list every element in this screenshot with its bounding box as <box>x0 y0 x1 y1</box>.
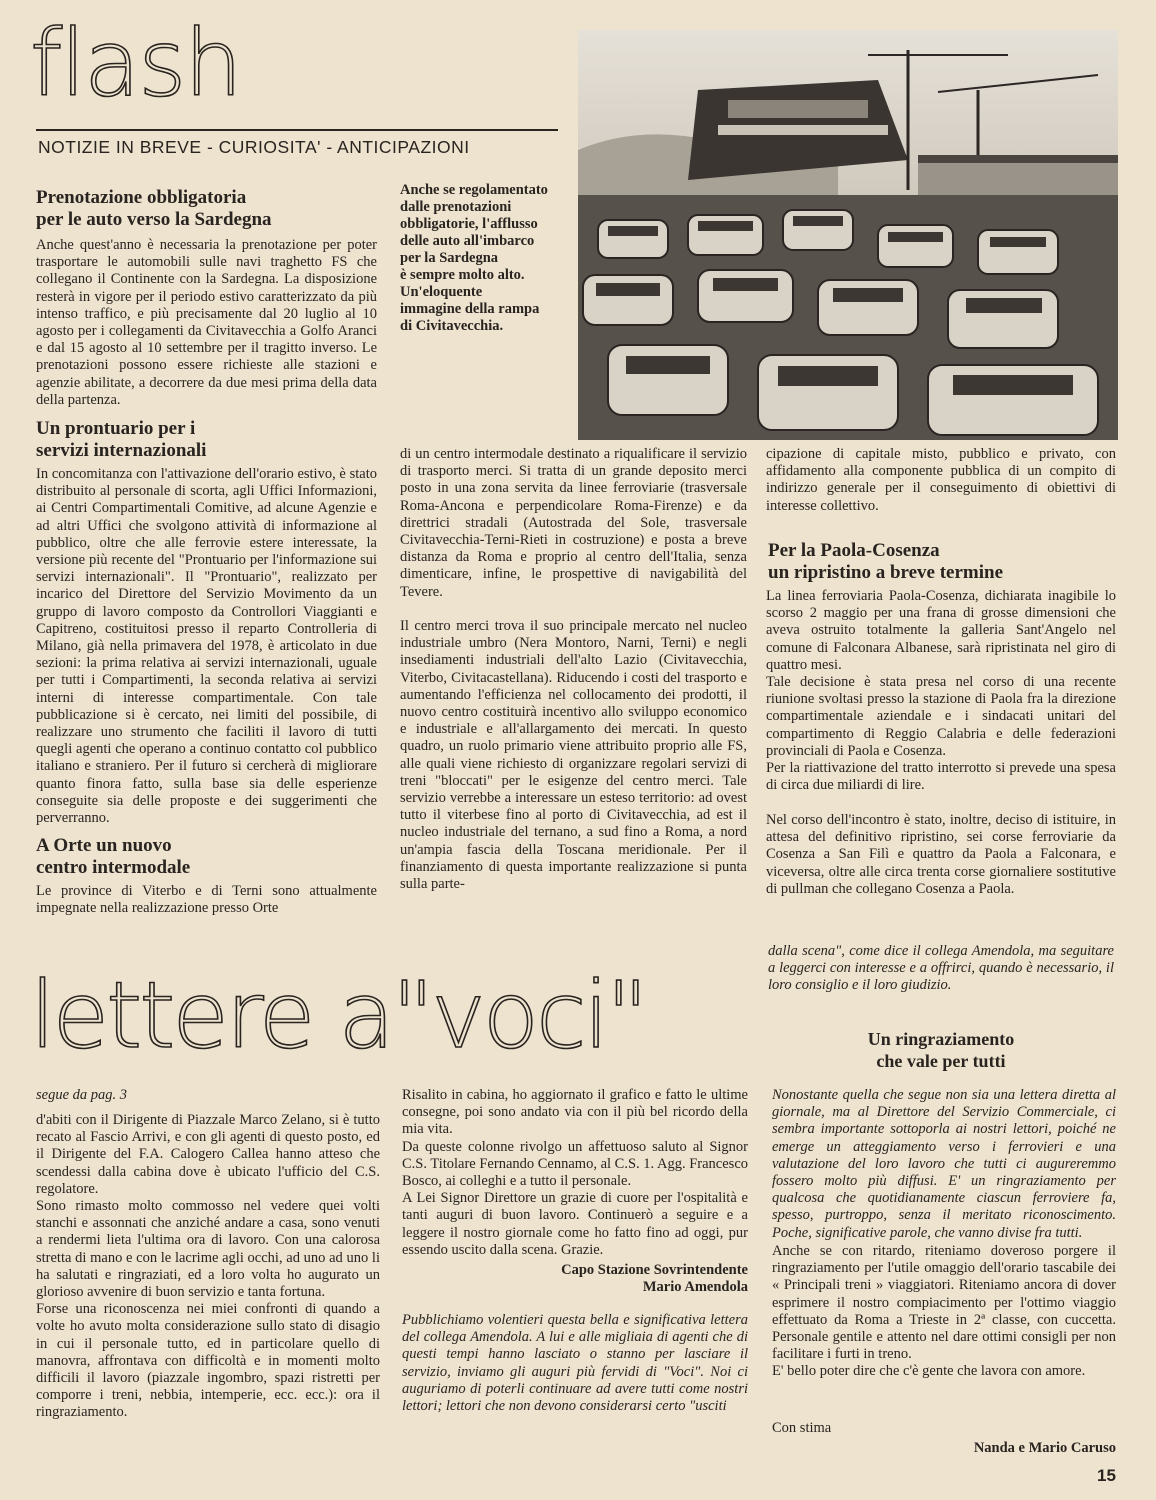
letter-body-col1: d'abiti con il Dirigente di Piazzale Marco Zelano, si è tutto recato al Fascio Arrivi, e con gli agenti di questo posto, ed il Dirigente del F.A. Calogero Callea hanno atteso che scendessi dalla cabina dove è ubicato l'ufficio del C.S. regolatore. Sono rimasto molto commosso nel vedere quei volti stanchi e assonnati che anziché andare a casa, sono venuti a rendermi lieta l'ultima ora di lavoro. Con una calorosa stretta di mano e con le lacrime agli occhi, ad uno ad uno li ha salutati e ringraziati, ed a loro volta ho augurato un glorioso avvenire di buon servizio e tanta fortuna. Forse una riconoscenza nei miei confronti di quando a volte ho avuto molta considerazione sullo stato di disagio in cui il personale tutto, ed in particolare quello di manovra, affrontava con difficoltà e in momenti molto difficili il lavoro (piazzale ingombro, spazi ristretti per comporre i treni, nebbia, intemperie, ecc. ecc.): ora il ringraziamento. <box>36 1112 380 1421</box>
article-body-paola-p1: La linea ferroviaria Paola-Cosenza, dichiarata inagibile lo scorso 2 maggio per una frana di grosse dimensioni che aveva ostruito totalmente la galleria Sant'Angelo nel comune di Falconara Albanese, sarà ripristinata nel giro di quattro mesi. <box>766 588 1116 673</box>
header-rule <box>36 129 558 131</box>
article-body-orte-col1: Le province di Viterbo e di Terni sono attualmente impegnate nella realizzazione presso Orte <box>36 883 377 917</box>
article-title-orte: A Orte un nuovo centro intermodale <box>36 835 191 878</box>
article-title-paola: Per la Paola-Cosenza un ripristino a breve termine <box>768 540 1004 583</box>
ferry-ramp-photo <box>578 30 1118 440</box>
photo-illustration <box>578 30 1118 440</box>
article-body-orte-col2b: Il centro merci trova il suo principale mercato nel nucleo industriale umbro (Nera Montoro, Narni, Terni) e negli insediamenti industriali dell'alto Lazio (Civitavecchia, Viterbo, Civitacastellana). Riducendo i costi del trasporto e aumentando l'efficienza nel collocamento dei prodotti, il nuovo centro costituirà incentivo allo sviluppo economico e industriale e all'allargamento dei mercati. In questo quadro, un ruolo primario viene attribuito proprio alle FS, alle quali viene richiesto di organizzare regolari servizi di treni "bloccati" per le esigenze del centro merci. Tale servizio verrebbe a interessare un esteso territorio: ad ovest tutto il viterbese fino al porto di Civitavecchia, ad est il nucleo industriale del ternano, a sud fino a Roma, a nord un'ampia fascia della Toscana meridionale. Per il finanziamento di questa importante realizzazione si punta sulla parte- <box>400 618 747 893</box>
letter-body-caruso: Anche se con ritardo, riteniamo doveroso porgere il ringraziamento per l'utile omaggio dell'orario tascabile dei « Principali treni » viaggiatori. Riteniamo ancora di dover esprimere il nostro compiacimento per l'ottimo viaggio effettuato da Roma a Trieste in 2ª classe, con cuccetta. Personale gentile e attento nel dare ottimi consigli per non facilitare i furti in treno. E' bello poter dire che c'è gente che lavora con amore. <box>772 1243 1116 1380</box>
page-number: 15 <box>1097 1466 1116 1485</box>
editorial-note-col2: Pubblichiamo volentieri questa bella e significativa lettera del collega Amendola. A lui e alle migliaia di agenti che di questi tempi hanno lasciato o stanno per lasciare il servizio, inviamo gli auguri più fervidi di "Voci". Noi ci auguriamo di poterli continuare ad avere tutti come nostri lettori; lettori che non devono considerarsi certo "usciti <box>402 1312 748 1415</box>
article-title-sardegna: Prenotazione obbligatoria per le auto verso la Sardegna <box>36 187 272 230</box>
article-body-orte-col3: cipazione di capitale misto, pubblico e privato, con affidamento alla componente pubblica di un compito di indirizzo generale per il conseguimento di obiettivi di interesse collettivo. <box>766 446 1116 514</box>
letter-signature-caruso: Nanda e Mario Caruso <box>973 1440 1116 1456</box>
article-body-orte-col2a: di un centro intermodale destinato a riqualificare il servizio di trasporto merci. Si tratta di un grande deposito merci posto in una zona servita da linee ferroviarie (trasversale Roma-Ancona e perpendicolare Roma-Firenze) e da direttrici stradali (Autostrada del Sole, trasversale Civitavecchia-Terni-Rieti in costruzione) e posta a breve distanza da Roma e proprio al centro dell'Italia, senza dimenticare, infine, le prospettive di navigabilità del Tevere. <box>400 446 747 600</box>
letter-body-col2: Risalito in cabina, ho aggiornato il grafico e fatto le ultime consegne, poi sono andato via con il più bel ricordo della mia vita. Da queste colonne rivolgo un affettuoso saluto al Signor C.S. Titolare Fernando Cennamo, al C.S. 1. Agg. Francesco Bosco, ai colleghi e a tutto il personale. A Lei Signor Direttore un grazie di cuore per l'ospitalità e tanti auguri di buon lavoro. Continuerò a seguire e a leggere il nostro giornale come ho fatto fino ad oggi, pur essendo uscito dalla scena. Grazie. <box>402 1087 748 1258</box>
section-subtitle: NOTIZIE IN BREVE - CURIOSITA' - ANTICIPAZIONI <box>38 137 470 157</box>
editorial-note-col3: dalla scena", come dice il collega Amendola, ma seguitare a leggerci con interesse e a offrirci, quando è necessario, il loro consiglio e il loro giudizio. <box>768 943 1114 994</box>
article-body-prontuario: In concomitanza con l'attivazione dell'orario estivo, è stato distribuito al personale di scorta, agli Uffici Informazioni, ai Centri Compartimentali Comitive, ad alcune Agenzie e ad altri Uffici che svolgono attività di informazione al pubblico, oltre che alle ferrovie estere interessate, la versione più recente del "Prontuario per l'informazione sui servizi internazionali". Il "Prontuario", realizzato per incarico del Direttore del Servizio Movimento da un gruppo di lavoro composto da Controllori Viaggianti e Capitreno, costituitosi presso il reparto Controlleria di Milano, già nella primavera del 1978, è articolato in due sezioni: la prima relativa ai servizi internazionali, uguale per tutti i Compartimenti, la seconda relativa ai servizi interni di interesse compartimentale. Con tale pubblicazione si è cercato, nei limiti del possibile, di realizzare uno strumento che faciliti il lavoro di tutti quegli agenti che operano a continuo contatto col pubblico italiano e straniero. Per il futuro si cercherà di migliorare quanto finora fatto, sulla base sia delle esperienze conseguite sia delle proposte e dei suggerimenti che perverranno. <box>36 466 377 827</box>
letter-closing: Con stima <box>772 1420 832 1436</box>
article-title-prontuario: Un prontuario per i servizi internazionali <box>36 418 207 461</box>
section-title-flash: flash <box>30 10 241 117</box>
segue-note: segue da pag. 3 <box>36 1087 128 1103</box>
article-body-paola-p2: Tale decisione è stata presa nel corso di una recente riunione svoltasi presso la stazione di Paola fra la direzione compartimentale aziendale e i sindacati unitari del compartimento di Reggio Calabria e delle federazioni provinciali di Paola e Cosenza. <box>766 674 1116 759</box>
letter-signature-amendola: Capo Stazione Sovrintendente Mario Amendola <box>561 1262 748 1295</box>
section-title-lettere: lettere a"voci" <box>30 962 646 1069</box>
article-title-ringraziamento: Un ringraziamento che vale per tutti <box>867 1029 1015 1071</box>
article-body-paola-p4: Nel corso dell'incontro è stato, inoltre, deciso di istituire, in attesa del definitivo ripristino, sei corse ferroviarie da Cosenza a San Filì e quattro da Paola a Falconara, e viceversa, oltre alle circa trenta corse giornaliere sostitutive di pullman che collegano Cosenza a Paola. <box>766 812 1116 897</box>
article-body-sardegna: Anche quest'anno è necessaria la prenotazione per poter trasportare le automobili sulle navi traghetto FS che collegano il Continente con la Sardegna. La disposizione resterà in vigore per il periodo estivo caratterizzato da più intenso traffico, e più precisamente dal 20 luglio al 10 agosto per i collegamenti da Civitavecchia a Golfo Aranci e dal 15 agosto al 10 settembre per il tragitto inverso. Le prenotazioni possono essere richieste alle stazioni e agenzie abilitate, a decorrere da due mesi prima della data della partenza. <box>36 237 377 408</box>
article-body-paola-p3: Per la riattivazione del tratto interrotto si prevede una spesa di circa due miliardi di lire. <box>766 760 1116 794</box>
photo-caption: Anche se regolamentato dalle prenotazioni obbligatorie, l'afflusso delle auto all'imbarco per la Sardegna è sempre molto alto. Un'eloquente immagine della rampa di Civitavecchia. <box>400 182 548 334</box>
editorial-intro-ringraziamento: Nonostante quella che segue non sia una lettera diretta al giornale, ma al Direttore del Servizio Commerciale, ci sembra importante sottoporla ai nostri lettori, poiché ne emerge un atteggiamento verso i ferrovieri e una valutazione del loro lavoro che tutti ci augureremmo fossero molto più diffusi. E' un ringraziamento per qualcosa che quotidianamente ciascun ferroviere fa, spesso, purtroppo, senza il meritato riconoscimento. Poche, significative parole, che vanno divise fra tutti. <box>772 1087 1116 1241</box>
